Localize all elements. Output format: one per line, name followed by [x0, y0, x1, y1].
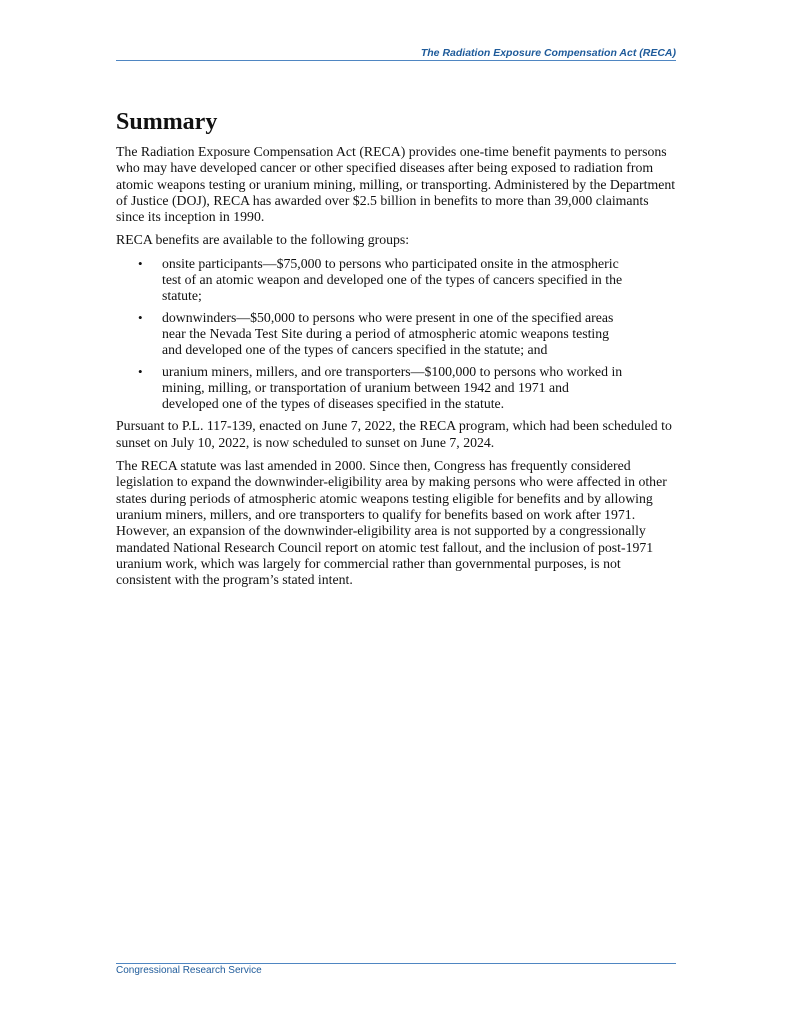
header-divider	[116, 60, 676, 61]
bullet-icon: •	[138, 255, 143, 271]
running-header: The Radiation Exposure Compensation Act (RECA)	[420, 47, 676, 59]
groups-lead-paragraph: RECA benefits are available to the following groups:	[116, 232, 410, 248]
bullet-icon: •	[138, 363, 143, 379]
bullet-icon: •	[138, 309, 143, 325]
intro-paragraph: The Radiation Exposure Compensation Act (RECA) provides one-time benefit payments to persons who may have developed cancer or other specified diseases after being exposed to radiation from atomic weapons testing or uranium mining, milling, or transporting. Administered by the Department of Justice (DOJ), RECA has awarded over $2.5 billion in benefits to more than 39,000 claimants since its inception in 1990.	[116, 144, 676, 225]
list-item-text: downwinders—$50,000 to persons who were present in one of the specified areas near the Nevada Test Site during a period of atmospheric atomic weapons testing and developed one of the types of cancers specified in the statute; and	[162, 309, 614, 358]
list-item-text: onsite participants—$75,000 to persons who participated onsite in the atmospheric test of an atomic weapon and developed one of the types of cancers specified in the statute;	[162, 255, 623, 304]
section-title: Summary	[116, 109, 218, 135]
pursuant-paragraph: Pursuant to P.L. 117-139, enacted on June 7, 2022, the RECA program, which had been scheduled to sunset on July 10, 2022, is now scheduled to sunset on June 7, 2024.	[116, 418, 672, 450]
list-item	[116, 364, 628, 413]
list-item	[116, 310, 628, 359]
benefit-groups-list	[116, 256, 676, 413]
running-footer: Congressional Research Service	[116, 965, 262, 976]
amendment-paragraph: The RECA statute was last amended in 2000. Since then, Congress has frequently considered legislation to expand the downwinder-eligibility area by making persons who were affected in other states during periods of atmospheric atomic weapons testing eligible for benefits and by allowing uranium miners, millers, and ore transporters to qualify for benefits based on work after 1971. However, an expansion of the downwinder-eligibility area is not supported by a congressionally mandated National Research Council report on atomic test fallout, and the inclusion of post-1971 uranium work, which was largely for commercial rather than governmental purposes, is not consistent with the program’s stated intent.	[116, 458, 667, 588]
footer-divider	[116, 963, 676, 964]
list-item	[116, 256, 628, 305]
list-item-text: uranium miners, millers, and ore transporters—$100,000 to persons who worked in mining, milling, or transportation of uranium between 1942 and 1971 and developed one of the types of diseases specified in the statute.	[162, 363, 623, 412]
summary-section	[116, 106, 676, 595]
